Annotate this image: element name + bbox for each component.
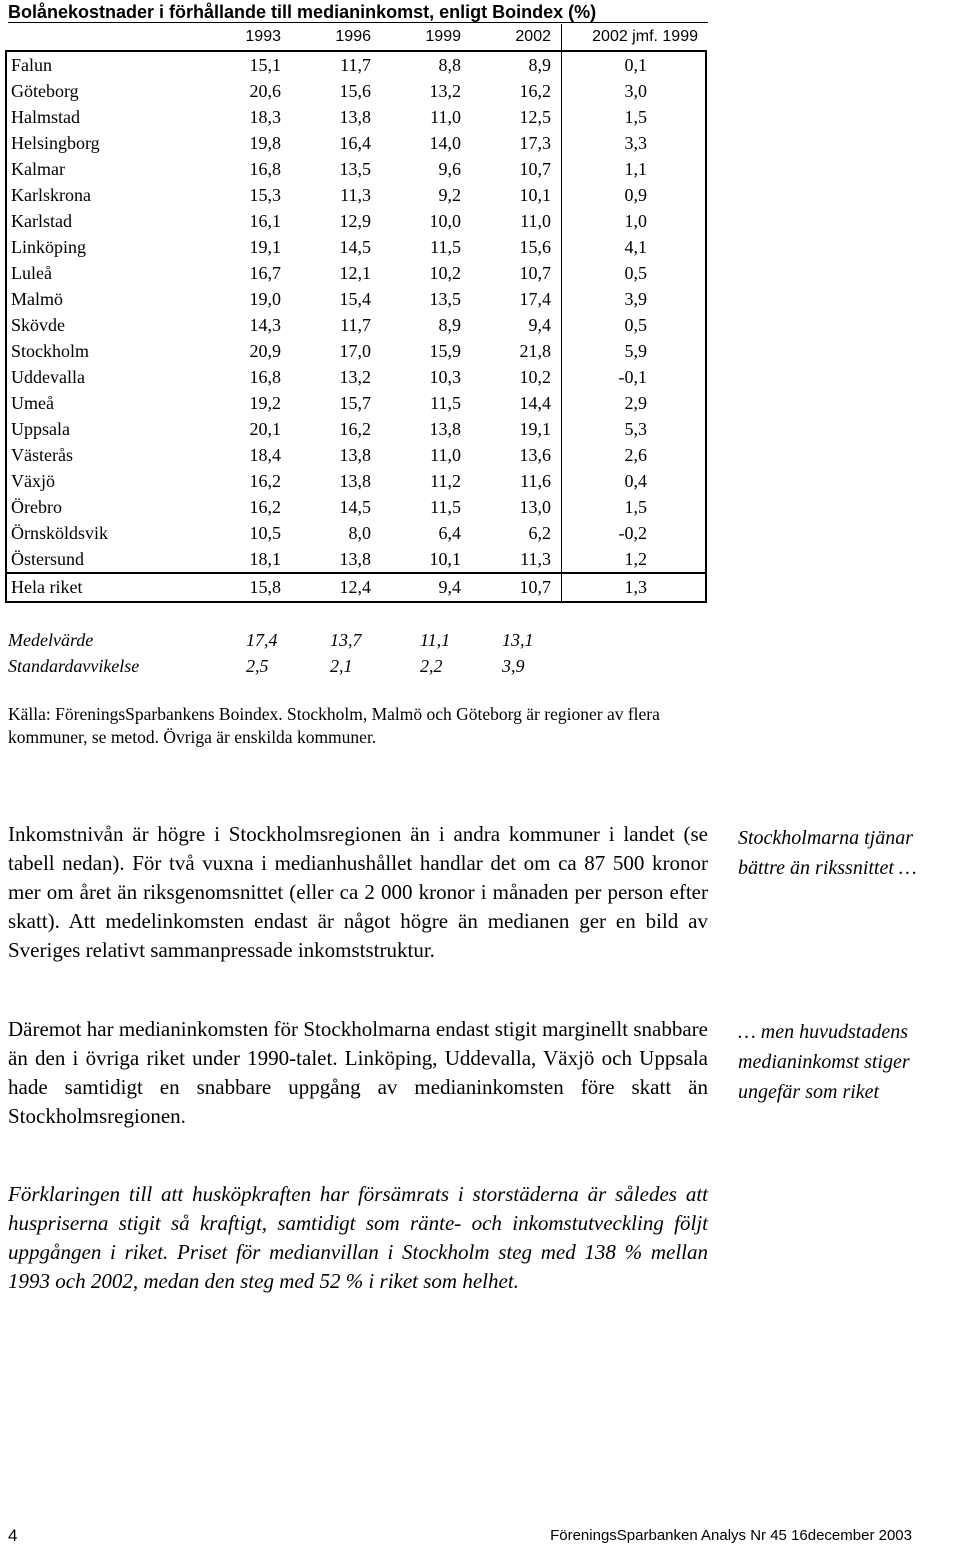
- cell: 14,5: [339, 497, 371, 517]
- table-row: [6, 494, 706, 520]
- cell: 12,1: [339, 263, 371, 283]
- cell: 13,8: [429, 419, 461, 439]
- row-name: Umeå: [6, 390, 193, 416]
- margin-note-1: Stockholmarna tjänar bättre än rikssnittet …: [738, 827, 917, 879]
- cell: 12,4: [283, 573, 373, 602]
- stats-value: 17,4: [246, 630, 278, 650]
- cell: 15,3: [249, 185, 281, 205]
- cell: 16,8: [249, 367, 281, 387]
- cell: 20,6: [249, 81, 281, 101]
- cell: 19,1: [249, 237, 281, 257]
- cell: 0,5: [562, 312, 707, 338]
- row-name: Stockholm: [6, 338, 193, 364]
- cell: 21,8: [519, 341, 551, 361]
- cell: 6,4: [438, 523, 461, 543]
- cell: 10,7: [519, 159, 551, 179]
- cell: 0,5: [562, 260, 707, 286]
- cell: 4,1: [562, 234, 707, 260]
- cell: 6,2: [528, 523, 551, 543]
- header-rule: [8, 22, 708, 23]
- cell: 2,9: [562, 390, 707, 416]
- cell: 1,1: [562, 156, 707, 182]
- cell: 11,5: [430, 393, 461, 413]
- cell: 10,1: [373, 546, 463, 573]
- cell: 13,5: [339, 159, 371, 179]
- cell: 0,9: [562, 182, 707, 208]
- cell: 11,5: [430, 237, 461, 257]
- cell: 10,5: [249, 523, 281, 543]
- cell: 2,6: [562, 442, 707, 468]
- cell: 11,3: [340, 185, 371, 205]
- table-row: [6, 520, 706, 546]
- cell: 10,7: [519, 263, 551, 283]
- row-name: Helsingborg: [6, 130, 193, 156]
- cell: 9,6: [438, 159, 461, 179]
- cell: 8,0: [348, 523, 371, 543]
- row-name: Örnsköldsvik: [6, 520, 193, 546]
- stats-value: 13,1: [502, 630, 534, 650]
- row-name: Karlskrona: [6, 182, 193, 208]
- cell: 10,2: [429, 263, 461, 283]
- cell: 13,0: [519, 497, 551, 517]
- cell: 20,1: [249, 419, 281, 439]
- cell: 5,9: [562, 338, 707, 364]
- boindex-table: [5, 24, 707, 603]
- cell: 18,3: [249, 107, 281, 127]
- cell: 15,7: [339, 393, 371, 413]
- cell: 1,2: [562, 546, 707, 573]
- cell: 11,7: [340, 55, 371, 75]
- page-number: 4: [8, 1526, 18, 1545]
- cell: 13,8: [339, 107, 371, 127]
- cell: 19,0: [249, 289, 281, 309]
- cell: 10,0: [429, 211, 461, 231]
- table-row: [6, 78, 706, 104]
- table-row: [6, 416, 706, 442]
- cell: 9,4: [528, 315, 551, 335]
- cell: 11,0: [520, 211, 551, 231]
- cell: 3,0: [562, 78, 707, 104]
- cell: 8,9: [528, 55, 551, 75]
- column-header: 1993: [193, 24, 283, 51]
- cell: 16,2: [339, 419, 371, 439]
- cell: 16,7: [249, 263, 281, 283]
- cell: 17,4: [519, 289, 551, 309]
- cell: 13,2: [339, 367, 371, 387]
- cell: 13,8: [283, 546, 373, 573]
- cell: 12,5: [519, 107, 551, 127]
- cell: 10,2: [519, 367, 551, 387]
- table-row: [6, 104, 706, 130]
- total-row: [6, 573, 706, 602]
- cell: 1,0: [562, 208, 707, 234]
- cell: 14,4: [519, 393, 551, 413]
- stats-value: 13,7: [330, 630, 362, 650]
- cell: -0,2: [562, 520, 707, 546]
- cell: 3,9: [562, 286, 707, 312]
- cell: 19,2: [249, 393, 281, 413]
- cell: 8,8: [438, 55, 461, 75]
- row-name: Göteborg: [6, 78, 193, 104]
- row-name: Malmö: [6, 286, 193, 312]
- row-name: Luleå: [6, 260, 193, 286]
- table-row: [6, 442, 706, 468]
- cell: 13,8: [339, 471, 371, 491]
- column-header: 2002: [463, 24, 562, 51]
- cell: 16,1: [249, 211, 281, 231]
- table-row: [6, 286, 706, 312]
- table-row: [6, 390, 706, 416]
- stats-value: 3,9: [502, 656, 525, 676]
- page-footer: FöreningsSparbanken Analys Nr 45 16december 2003: [550, 1527, 912, 1544]
- cell: 9,4: [373, 573, 463, 602]
- cell: 11,7: [340, 315, 371, 335]
- table-row: [6, 234, 706, 260]
- cell: 16,4: [339, 133, 371, 153]
- cell: 13,2: [429, 81, 461, 101]
- row-name: Örebro: [6, 494, 193, 520]
- cell: 0,4: [562, 468, 707, 494]
- source-note: Källa: FöreningsSparbankens Boindex. Stockholm, Malmö och Göteborg är regioner av flera kommuner, se metod. Övriga är enskilda kommuner.: [8, 704, 660, 747]
- cell: 1,3: [562, 573, 707, 602]
- stats-label: Standardavvikelse: [8, 656, 140, 676]
- column-header: 2002 jmf. 1999: [562, 24, 707, 51]
- cell: 9,2: [438, 185, 461, 205]
- cell: 20,9: [249, 341, 281, 361]
- cell: 19,8: [249, 133, 281, 153]
- row-name: Halmstad: [6, 104, 193, 130]
- cell: 16,2: [249, 497, 281, 517]
- cell: 13,8: [339, 445, 371, 465]
- cell: 18,1: [193, 546, 283, 573]
- table-row: [6, 208, 706, 234]
- cell: 18,4: [249, 445, 281, 465]
- cell: 14,0: [429, 133, 461, 153]
- stats-value: 11,1: [420, 630, 451, 650]
- row-name: Västerås: [6, 442, 193, 468]
- table-row: [6, 546, 706, 573]
- cell: 19,1: [519, 419, 551, 439]
- cell: 15,1: [249, 55, 281, 75]
- table-row: [6, 468, 706, 494]
- stats-value: 2,2: [420, 656, 443, 676]
- row-name: Falun: [6, 51, 193, 78]
- cell: 13,6: [519, 445, 551, 465]
- cell: 11,0: [430, 107, 461, 127]
- cell: 11,5: [430, 497, 461, 517]
- cell: 10,7: [463, 573, 562, 602]
- cell: 14,5: [339, 237, 371, 257]
- column-header: 1999: [373, 24, 463, 51]
- cell: 5,3: [562, 416, 707, 442]
- cell: 10,3: [429, 367, 461, 387]
- row-name: Uddevalla: [6, 364, 193, 390]
- stats-label: Medelvärde: [8, 630, 94, 650]
- cell: 15,6: [339, 81, 371, 101]
- cell: 3,3: [562, 130, 707, 156]
- cell: 10,1: [519, 185, 551, 205]
- cell: -0,1: [562, 364, 707, 390]
- table-row: [6, 312, 706, 338]
- cell: 12,9: [339, 211, 371, 231]
- cell: 13,5: [429, 289, 461, 309]
- row-name: Karlstad: [6, 208, 193, 234]
- table-row: [6, 182, 706, 208]
- cell: 11,0: [430, 445, 461, 465]
- table-row: [6, 260, 706, 286]
- row-name: Växjö: [6, 468, 193, 494]
- margin-note-2: … men huvudstadens medianinkomst stiger ungefär som riket: [738, 1021, 910, 1103]
- table-row: [6, 156, 706, 182]
- cell: 15,6: [519, 237, 551, 257]
- cell: 0,1: [562, 51, 707, 78]
- row-name: Hela riket: [6, 573, 193, 602]
- cell: 11,6: [520, 471, 551, 491]
- table-row: [6, 364, 706, 390]
- row-name: Östersund: [6, 546, 193, 573]
- stats-value: 2,5: [246, 656, 269, 676]
- cell: 16,8: [249, 159, 281, 179]
- body-paragraph-2: Däremot har medianinkomsten för Stockholmarna endast stigit marginellt snabbare än den i övriga riket under 1990-talet. Linköping, Uddevalla, Växjö och Uppsala hade samtidigt en snabbare uppgång av medianinkomsten före skatt än Stockholmsregionen.: [8, 1017, 708, 1128]
- row-name: Skövde: [6, 312, 193, 338]
- cell: 1,5: [562, 104, 707, 130]
- table-row: [6, 130, 706, 156]
- cell: 1,5: [562, 494, 707, 520]
- column-header: 1996: [283, 24, 373, 51]
- row-name: Kalmar: [6, 156, 193, 182]
- stats-value: 2,1: [330, 656, 353, 676]
- table-title: Bolånekostnader i förhållande till medianinkomst, enligt Boindex (%): [8, 2, 597, 22]
- header-blank: [6, 24, 193, 51]
- table-row: [6, 51, 706, 78]
- cell: 15,8: [193, 573, 283, 602]
- cell: 15,9: [429, 341, 461, 361]
- table-header-row: [6, 24, 706, 51]
- row-name: Linköping: [6, 234, 193, 260]
- cell: 11,3: [463, 546, 562, 573]
- table-row: [6, 338, 706, 364]
- cell: 11,2: [430, 471, 461, 491]
- body-paragraph-1: Inkomstnivån är högre i Stockholmsregionen än i andra kommuner i landet (se tabell nedan). För två vuxna i medianhushållet handlar det om ca 87 500 kronor mer om året än riksgenomsnittet (eller ca 2 000 kronor i månaden per person efter skatt). Att medelinkomsten endast är något högre än medianen ger en bild av Sveriges relativt sammanpressade inkomststruktur.: [8, 822, 708, 962]
- cell: 15,4: [339, 289, 371, 309]
- cell: 16,2: [519, 81, 551, 101]
- row-name: Uppsala: [6, 416, 193, 442]
- cell: 8,9: [438, 315, 461, 335]
- cell: 14,3: [249, 315, 281, 335]
- body-paragraph-3: Förklaringen till att husköpkraften har försämrats i storstäderna är således att huspriserna stigit så kraftigt, samtidigt som ränte- och inkomstutveckling följt uppgången i riket. Priset för medianvillan i Stockholm steg med 138 % mellan 1993 och 2002, medan den steg med 52 % i riket som helhet.: [8, 1182, 708, 1293]
- cell: 16,2: [249, 471, 281, 491]
- cell: 17,3: [519, 133, 551, 153]
- cell: 17,0: [339, 341, 371, 361]
